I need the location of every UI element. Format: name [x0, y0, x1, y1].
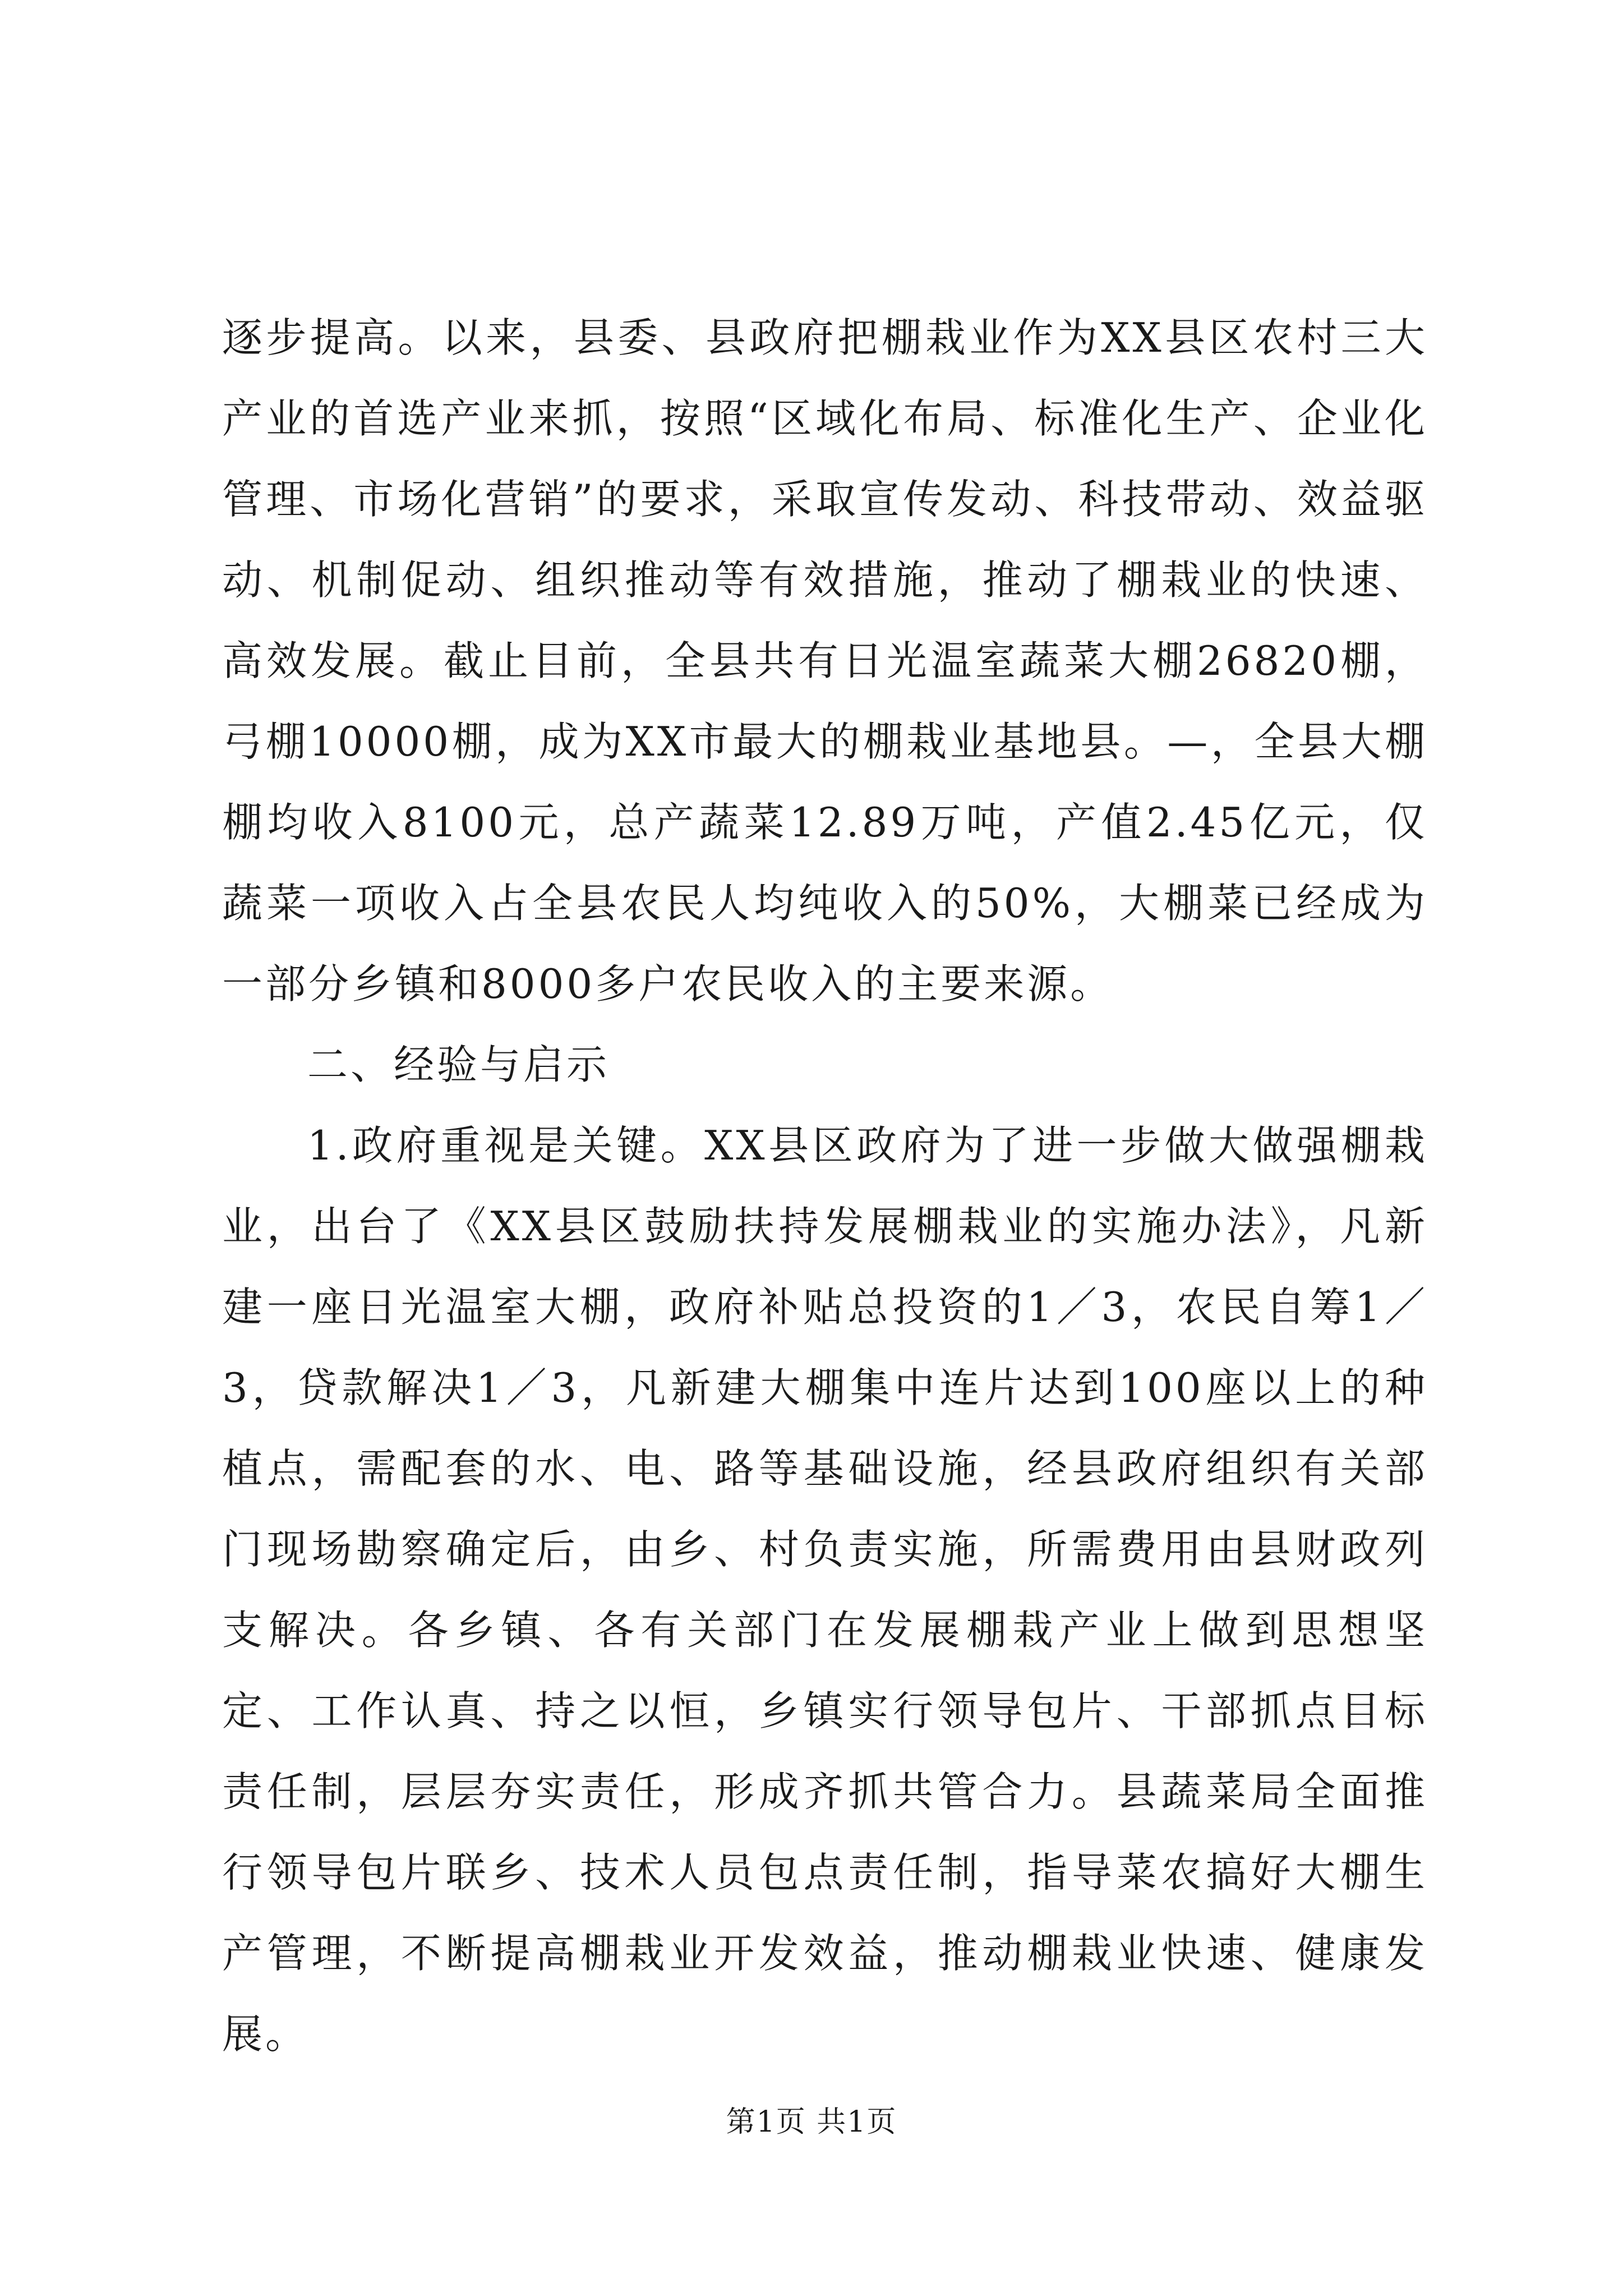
page-footer: 第1页 共1页 — [726, 2105, 897, 2139]
paragraph-intro: 逐步提高。以来，县委、县政府把棚栽业作为XX县区农村三大产业的首选产业来抓，按照“区域化布局、标准化生产、企业化管理、市场化营销”的要求，采取宣传发动、科技带动、效益驱动、机制促动、组织推动等有效措施，推动了棚栽业的快速、高效发展。截止目前，全县共有日光温室蔬菜大棚26820棚，弓棚10000棚，成为XX市最大的棚栽业基地县。—，全县大棚棚均收入8100元，总产蔬菜12.89万吨，产值2.45亿元，仅蔬菜一项收入占全县农民人均纯收入的50%，大棚菜已经成为一部分乡镇和8000多户农民收入的主要来源。 — [222, 314, 1428, 1007]
paragraph-government-role: 1.政府重视是关键。XX县区政府为了进一步做大做强棚栽业，出台了《XX县区鼓励扶持发展棚栽业的实施办法》，凡新建一座日光温室大棚，政府补贴总投资的1／3，农民自筹1／3，贷款解决1／3，凡新建大棚集中连片达到100座以上的种植点，需配套的水、电、路等基础设施，经县政府组织有关部门现场勘察确定后，由乡、村负责实施，所需费用由县财政列支解决。各乡镇、各有关部门在发展棚栽产业上做到思想坚定、工作认真、持之以恒，乡镇实行领导包片、干部抓点目标责任制，层层夯实责任，形成齐抓共管合力。县蔬菜局全面推行领导包片联乡、技术人员包点责任制，指导菜农搞好大棚生产管理，不断提高棚栽业开发效益，推动棚栽业快速、健康发展。 — [222, 1122, 1428, 2058]
document-body — [222, 297, 1428, 2074]
section-heading: 二、经验与启示 — [307, 1041, 610, 1088]
